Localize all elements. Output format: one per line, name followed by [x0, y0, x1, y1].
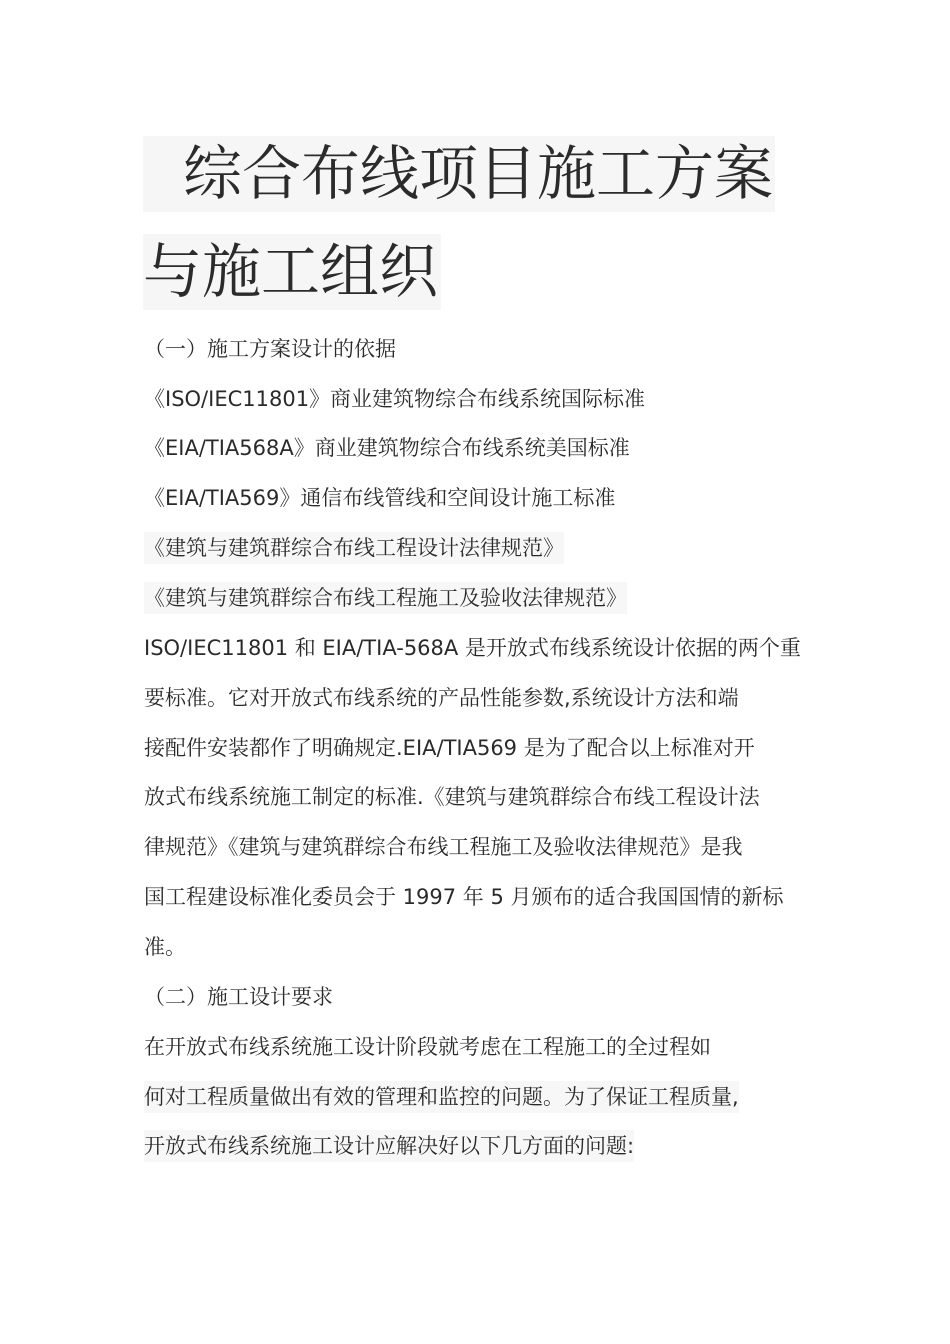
paragraph-line: 要标准。它对开放式布线系统的产品性能参数,系统设计方法和端 [144, 686, 739, 710]
standard-item: 《建筑与建筑群综合布线工程施工及验收法律规范》 [144, 582, 627, 614]
paragraph-line: 接配件安装都作了明确规定.EIA/TIA569 是为了配合以上标准对开 [144, 736, 755, 760]
standard-item: 《EIA/TIA569》通信布线管线和空间设计施工标准 [144, 486, 616, 510]
standard-item: 《ISO/IEC11801》商业建筑物综合布线系统国际标准 [144, 387, 646, 411]
paragraph-line: 在开放式布线系统施工设计阶段就考虑在工程施工的全过程如 [144, 1035, 711, 1059]
document-title-line-1: 综合布线项目施工方案 [143, 136, 775, 212]
section-heading-basis: （一）施工方案设计的依据 [144, 337, 396, 361]
standard-item: 《EIA/TIA568A》商业建筑物综合布线系统美国标准 [144, 436, 630, 460]
paragraph-line: 放式布线系统施工制定的标准.《建筑与建筑群综合布线工程设计法 [144, 785, 760, 809]
document-title-line-2: 与施工组织 [143, 234, 441, 310]
paragraph-line: 律规范》《建筑与建筑群综合布线工程施工及验收法律规范》是我 [144, 835, 743, 859]
section-heading-requirements: （二）施工设计要求 [144, 985, 333, 1009]
standard-item: 《建筑与建筑群综合布线工程设计法律规范》 [144, 532, 564, 564]
paragraph-line: 何对工程质量做出有效的管理和监控的问题。为了保证工程质量, [144, 1081, 739, 1113]
paragraph-line: ISO/IEC11801 和 EIA/TIA-568A 是开放式布线系统设计依据的两个重 [144, 636, 801, 660]
paragraph-line: 开放式布线系统施工设计应解决好以下几方面的问题: [144, 1130, 634, 1162]
paragraph-line: 国工程建设标准化委员会于 1997 年 5 月颁布的适合我国国情的新标 [144, 885, 784, 909]
paragraph-line: 准。 [144, 935, 186, 959]
